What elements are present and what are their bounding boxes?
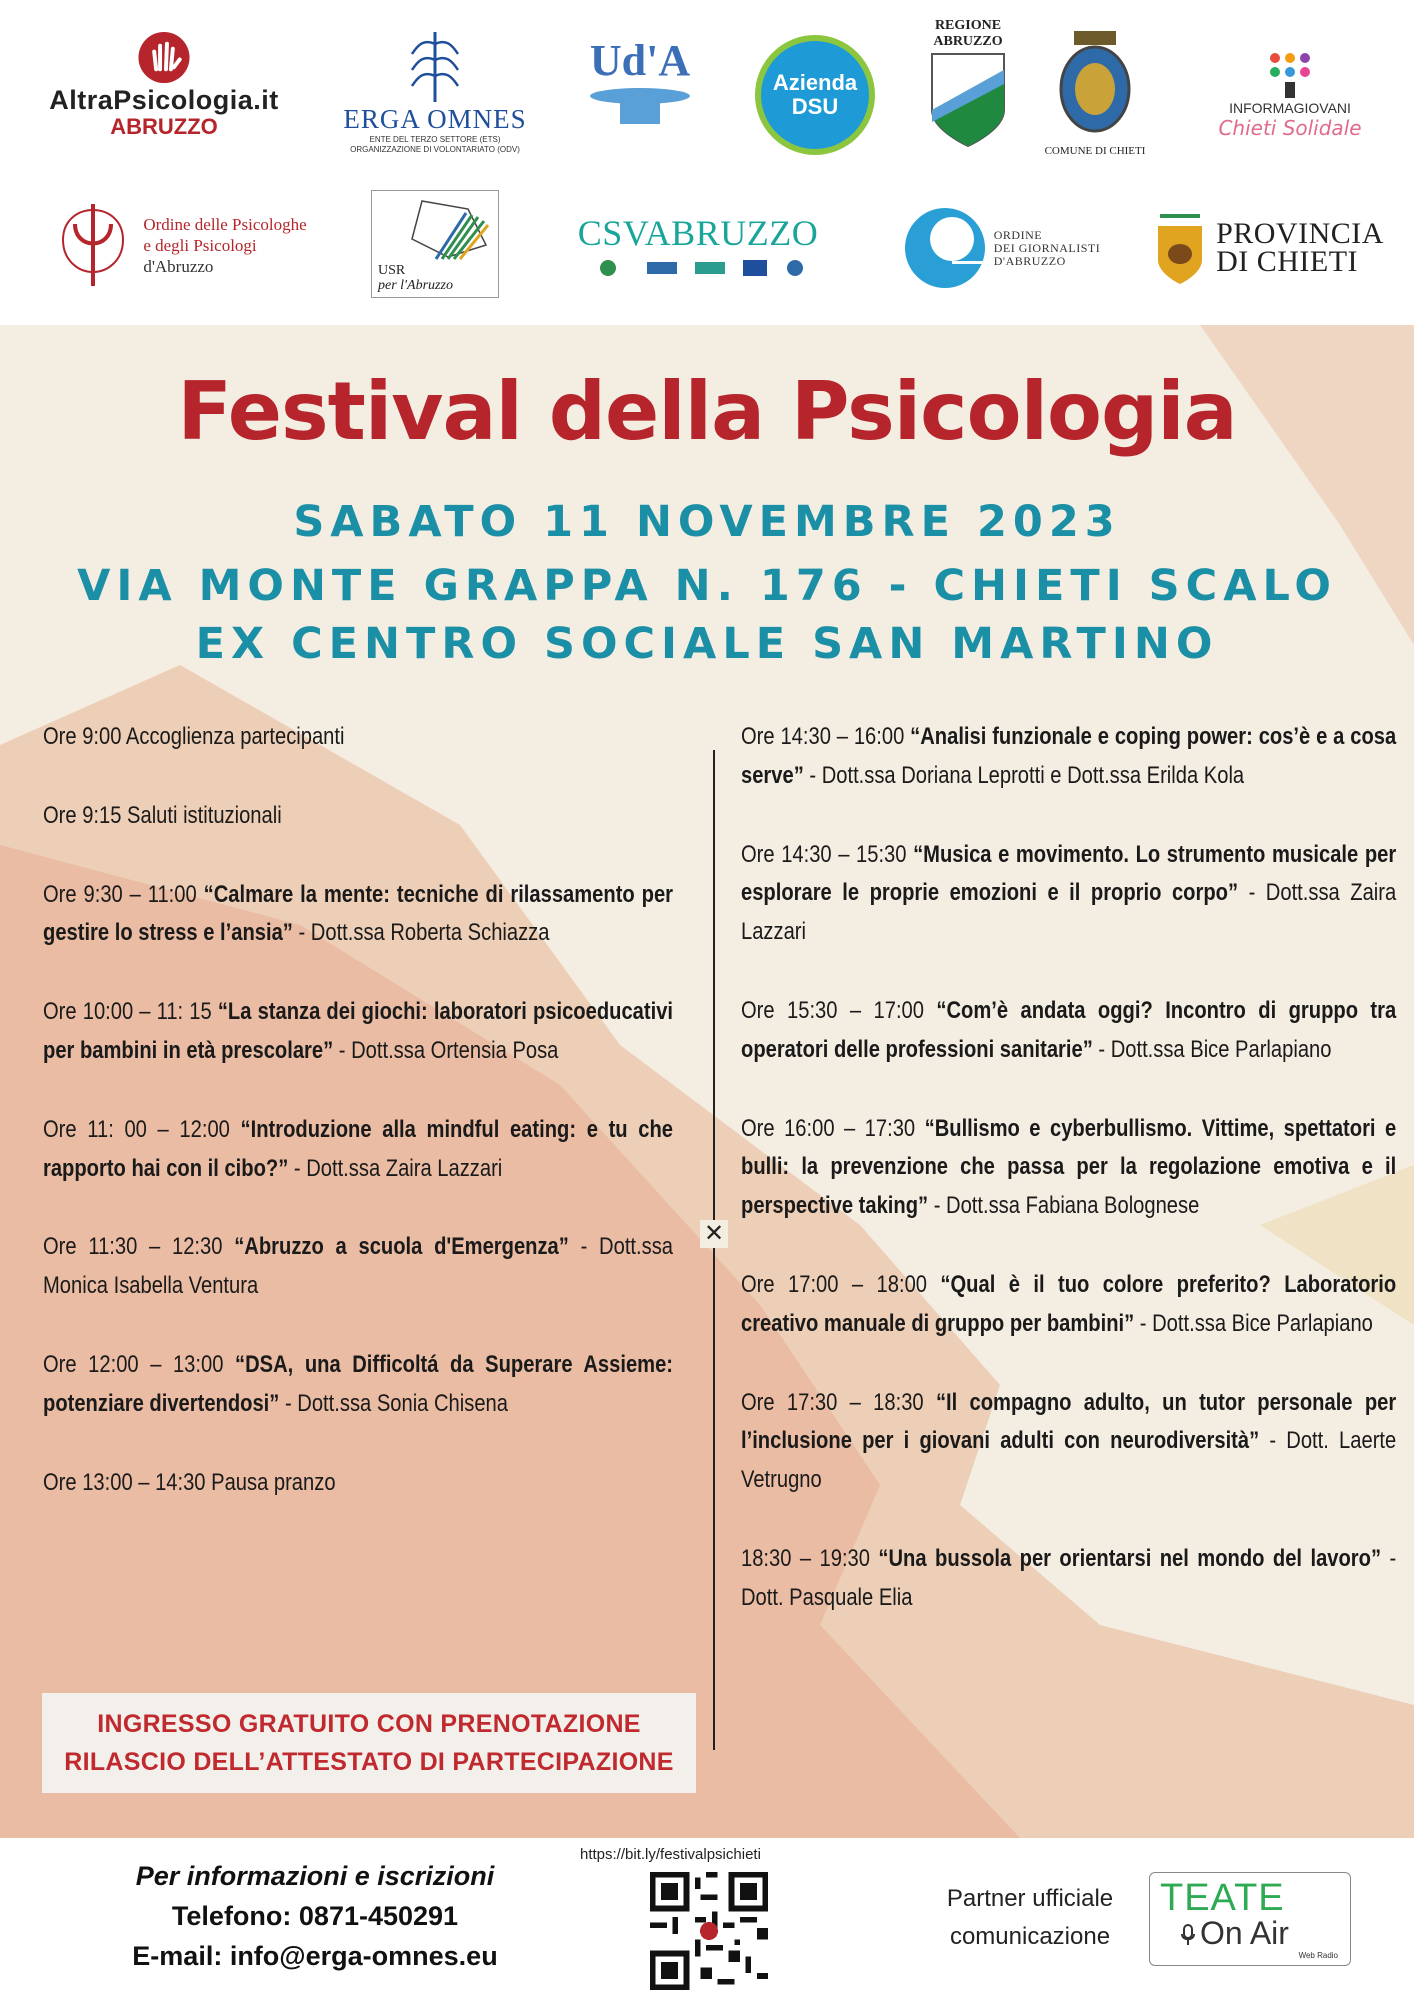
erga-omnes-sub1: ENTE DEL TERZO SETTORE (ETS) <box>369 134 501 144</box>
contact-info <box>90 1856 540 1976</box>
schedule-item <box>43 993 673 1071</box>
informagiovani-logo <box>1190 20 1390 170</box>
informagiovani-name: INFORMAGIOVANI <box>1229 100 1351 116</box>
comune-crest-icon <box>1052 29 1138 139</box>
event-venue: EX CENTRO SOCIALE SAN MARTINO <box>195 619 1219 669</box>
ordine-line3: d'Abruzzo <box>143 256 214 276</box>
uda-logo <box>575 25 705 135</box>
usr-line2: per l'Abruzzo <box>378 278 453 293</box>
hand-icon <box>136 30 192 85</box>
registration-url[interactable]: https://bit.ly/festivalpsichieti <box>580 1846 761 1863</box>
usr-abruzzo-logo <box>370 188 500 300</box>
teate-on-air: On Air <box>1200 1915 1289 1951</box>
altrapsicologia-logo <box>14 30 314 140</box>
usr-map-icon <box>372 195 498 265</box>
schedule-speaker: - Dott.ssa Monica Isabella Ventura <box>43 1233 674 1300</box>
schedule-right-column <box>741 718 1396 1658</box>
schedule-time: Ore 17:00 – 18:00 <box>741 1270 927 1298</box>
schedule-time: Ore 11: 00 – 12:00 <box>43 1115 230 1143</box>
schedule-title: “Abruzzo a scuola d'Emergenza” <box>234 1233 569 1261</box>
schedule-time: Ore 9:30 – 11:00 <box>43 880 197 908</box>
provincia-text <box>1216 216 1384 278</box>
qr-code-icon[interactable] <box>650 1872 768 1990</box>
provincia-line1: PROVINCIA <box>1216 216 1384 250</box>
notice-line2: RILASCIO DELL’ATTESTATO DI PARTECIPAZIONE <box>64 1748 674 1776</box>
schedule-time: Ore 14:30 – 15:30 <box>741 840 907 868</box>
schedule-speaker: - Dott. Laerte Vetrugno <box>741 1427 1397 1494</box>
schedule-item <box>43 1228 673 1306</box>
schedule-time: 18:30 – 19:30 <box>741 1544 870 1572</box>
odg-line1: ORDINE <box>993 227 1043 242</box>
schedule-speaker: - Dott.ssa Sonia Chisena <box>284 1389 508 1417</box>
schedule-title: “DSA, una Difficoltá da Superare Assieme: potenziare divertendosi” <box>43 1350 674 1417</box>
teate-name: TEATE <box>1160 1877 1285 1919</box>
uda-emblem-icon <box>585 86 695 126</box>
schedule-speaker: - Dott.ssa Ortensia Posa <box>338 1036 559 1064</box>
schedule-item <box>43 1111 673 1189</box>
contact-heading: Per informazioni e iscrizioni <box>135 1861 495 1891</box>
schedule-title: “Bullismo e cyberbullismo. Vittime, spettatori e bulli: la prevenzione che passa per la regolazione emotiva e il perspective taking” <box>741 1114 1397 1220</box>
ordine-giornalisti-logo <box>880 198 1120 298</box>
usr-text <box>378 263 453 293</box>
divider-ornament-icon: ✕ <box>700 1220 728 1248</box>
csv-sub-logos-icon <box>583 254 813 284</box>
partner-line1: Partner ufficiale <box>946 1885 1114 1912</box>
provincia-chieti-logo <box>1148 205 1388 290</box>
ordine-line2: e degli Psicologi <box>143 235 257 255</box>
regione-shield-icon <box>928 50 1008 150</box>
erga-omnes-sub2: ORGANIZZAZIONE DI VOLONTARIATO (ODV) <box>350 144 520 154</box>
erga-omnes-name: ERGA OMNES <box>343 103 527 134</box>
schedule-item <box>43 1346 673 1424</box>
comune-name: COMUNE DI CHIETI <box>1044 145 1146 157</box>
schedule-item <box>741 1540 1396 1618</box>
chieti-solidale-name: Chieti Solidale <box>1218 116 1362 140</box>
schedule-speaker: - Dott.ssa Fabiana Bolognese <box>933 1192 1200 1220</box>
schedule-time: Ore 17:30 – 18:30 <box>741 1388 924 1416</box>
altrapsicologia-region: ABRUZZO <box>110 114 218 139</box>
schedule-item <box>43 718 673 757</box>
schedule-speaker: - Dott. Pasquale Elia <box>741 1544 1397 1611</box>
schedule-title: “Una bussola per orientarsi nel mondo del lavoro” <box>878 1544 1382 1572</box>
schedule-time: Ore 9:00 Accoglienza partecipanti <box>43 723 345 750</box>
odg-line3: D'ABRUZZO <box>993 253 1066 268</box>
csv-name: CSVABRUZZO <box>577 213 819 253</box>
odg-circle-icon <box>900 203 990 293</box>
schedule-title: “La stanza dei giochi: laboratori psicoeducativi per bambini in età prescolare” <box>43 998 674 1064</box>
wheat-icon <box>400 24 470 104</box>
schedule-time: Ore 12:00 – 13:00 <box>43 1350 224 1378</box>
column-divider <box>713 750 715 1750</box>
schedule-title: “Com’è andata oggi? Incontro di gruppo tra operatori delle professioni sanitarie” <box>741 996 1397 1063</box>
schedule-speaker: - Dott.ssa Zaira Lazzari <box>293 1154 503 1182</box>
ordine-psicologi-text <box>143 214 306 277</box>
schedule-title: “Il compagno adulto, un tutor personale per l’inclusione per i giovani adulti con neurodiversità” <box>741 1388 1397 1455</box>
schedule-speaker: - Dott.ssa Doriana Leprotti e Dott.ssa Erilda Kola <box>809 761 1245 789</box>
event-title: Festival della Psicologia <box>177 365 1237 458</box>
schedule-time: Ore 14:30 – 16:00 <box>741 723 905 750</box>
odg-text <box>994 229 1100 268</box>
schedule-time: Ore 13:00 – 14:30 Pausa pranzo <box>43 1468 336 1496</box>
informagiovani-dots-icon <box>1265 50 1315 100</box>
azienda-dsu-line2: DSU <box>791 94 839 119</box>
odg-line2: DEI GIORNALISTI <box>993 240 1101 255</box>
registration-notice <box>42 1693 696 1793</box>
schedule-item <box>741 1110 1396 1226</box>
schedule-time: Ore 10:00 – 11: 15 <box>43 998 212 1026</box>
partner-logos-band <box>0 0 1414 325</box>
regione-line2: ABRUZZO <box>933 34 1003 49</box>
schedule-item <box>741 836 1396 952</box>
schedule-left-column <box>43 718 673 1542</box>
schedule-speaker: - Dott.ssa Roberta Schiazza <box>298 919 550 947</box>
ordine-psicologi-logo <box>20 190 340 300</box>
partner-label <box>930 1880 1130 1956</box>
event-date: SABATO 11 NOVEMBRE 2023 <box>293 497 1121 547</box>
schedule-item <box>741 718 1396 796</box>
ordine-line1: Ordine delle Psicologhe <box>143 214 307 234</box>
schedule-speaker: - Dott.ssa Zaira Lazzari <box>741 879 1397 946</box>
usr-line1: USR <box>378 263 406 278</box>
contact-phone[interactable]: Telefono: 0871-450291 <box>171 1901 459 1931</box>
schedule-item <box>741 1266 1396 1344</box>
schedule-title: “Analisi funzionale e coping power: cos’è e a cosa serve” <box>741 723 1397 789</box>
azienda-dsu-badge <box>755 35 875 155</box>
teate-on-air-logo <box>1149 1872 1351 1966</box>
usr-box <box>371 190 499 298</box>
contact-footer <box>0 1838 1414 2000</box>
provincia-line2: DI CHIETI <box>1216 244 1359 278</box>
schedule-item <box>43 876 673 954</box>
azienda-dsu-line1: Azienda <box>772 70 858 95</box>
schedule-item <box>741 992 1396 1070</box>
schedule-speaker: - Dott.ssa Bice Parlapiano <box>1098 1035 1332 1063</box>
schedule-item <box>43 797 673 836</box>
psi-icon <box>53 200 133 290</box>
schedule-speaker: - Dott.ssa Bice Parlapiano <box>1139 1309 1373 1337</box>
teate-web-radio: Web Radio <box>1298 1951 1338 1960</box>
event-address: VIA MONTE GRAPPA N. 176 - CHIETI SCALO <box>77 561 1337 611</box>
schedule-time: Ore 16:00 – 17:30 <box>741 1114 916 1142</box>
partner-line2: comunicazione <box>949 1923 1111 1950</box>
schedule-title: “Musica e movimento. Lo strumento musicale per esplorare le proprie emozioni e il proprio corpo” <box>741 840 1397 907</box>
altrapsicologia-name: AltraPsicologia.it <box>49 85 279 115</box>
contact-email[interactable]: E-mail: info@erga-omnes.eu <box>132 1941 498 1971</box>
csv-abruzzo-logo <box>548 198 848 298</box>
event-poster <box>0 325 1414 1838</box>
schedule-item <box>741 1384 1396 1500</box>
schedule-time: Ore 11:30 – 12:30 <box>43 1233 223 1261</box>
schedule-title: “Qual è il tuo colore preferito? Laboratorio creativo manuale di gruppo per bambini” <box>741 1270 1397 1337</box>
schedule-time: Ore 15:30 – 17:00 <box>741 996 924 1024</box>
schedule-time: Ore 9:15 Saluti istituzionali <box>43 801 282 829</box>
notice-line1: INGRESSO GRATUITO CON PRENOTAZIONE <box>97 1710 641 1738</box>
erga-omnes-logo <box>335 14 535 164</box>
comune-chieti-logo <box>1035 18 1155 168</box>
azienda-dsu-logo <box>750 30 880 160</box>
provincia-crest-icon <box>1152 210 1208 286</box>
schedule-title: “Calmare la mente: tecniche di rilassamento per gestire lo stress e l’ansia” <box>43 880 673 947</box>
regione-abruzzo-logo <box>918 14 1018 154</box>
uda-name: Ud'A <box>589 35 691 85</box>
microphone-icon <box>1180 1923 1196 1947</box>
schedule-title: “Introduzione alla mindful eating: e tu che rapporto hai con il cibo?” <box>43 1115 674 1182</box>
regione-line1: REGIONE <box>934 18 1002 33</box>
schedule-item <box>43 1464 673 1503</box>
